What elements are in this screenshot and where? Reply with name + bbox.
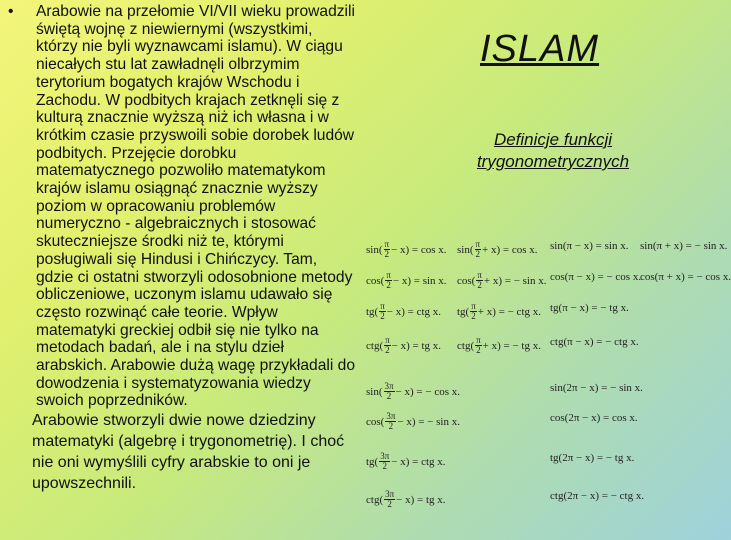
trig-formula: sin( $\frac{\pi}{2}$ − x) = cos x. [366,239,447,259]
trig-formula: ctg( $\frac{3\pi}{2}$ − x) = tg x. [366,489,446,509]
trig-formula: sin(2π − x) = − sin x. [550,382,643,394]
second-paragraph: Arabowie stworzyli dwie nowe dziedziny matematyki (algebrę i trygonometrię). I choć nie oni wymyślili cyfry arabskie to oni je upowszechnili. [32,412,345,493]
bullet-paragraph: Arabowie na przełomie VI/VII wieku prowadzili świętą wojnę z niewiernymi (wszystkimi, którzy nie byli wyznawcami islamu). W ciągu niecałych stu lat zawładnęli olbrzymim terytorium bogatych krajów Wschodu i Zachodu. W podbitych krajach zetknęli się z kulturą znacznie wyższą niż ich własna i w krótkim czasie przyswoili sobie dorobek ludów podbitych. Przejęcie dorobku matematycznego pozwoliło matematykom krajów islamu osiągnąć znacznie wyższy poziom w opracowaniu problemów numeryczno - algebraicznych i stosować skuteczniejsze środki niż te, którymi posługiwali się Hindusi i Chińczycy. Tam, gdzie ci ostatni stworzyli odosobnione metody obliczeniowe, uczonym islamu udawało się często rozwinąć całe teorie. Wpływ matematyki greckiej odbił się nie tylko na metodach badań, ale i na stylu dzieł arabskich. Arabowie dużą wagę przykładali do dowodzenia i systematyzowania wiedzy swoich poprzedników. [36,3,355,410]
trig-formula: cos( $\frac{\pi}{2}$ + x) = − sin x. [457,270,547,290]
trig-formula: sin(π − x) = sin x. [550,240,629,252]
trig-formula: tg( $\frac{\pi}{2}$ − x) = ctg x. [366,301,442,321]
trig-formula: sin( $\frac{\pi}{2}$ + x) = cos x. [457,239,538,259]
trig-formula: ctg(π − x) = − ctg x. [550,336,639,348]
trig-formula: sin( $\frac{3\pi}{2}$ − x) = − cos x. [366,381,460,401]
trig-formula: tg(π − x) = − tg x. [550,302,629,314]
trig-formula: ctg( $\frac{\pi}{2}$ + x) = − tg x. [457,335,541,355]
trig-formula: tg( $\frac{\pi}{2}$ + x) = − ctg x. [457,301,541,321]
trig-formula: sin(π + x) = − sin x. [640,240,728,252]
trig-formula: cos(2π − x) = cos x. [550,412,638,424]
trig-formula: tg( $\frac{3\pi}{2}$ − x) = ctg x. [366,451,446,471]
trig-formula: cos(π − x) = − cos x. [550,271,642,283]
subtitle: Definicje funkcji trygonometrycznych [476,130,630,171]
trig-formula: ctg( $\frac{\pi}{2}$ − x) = tg x. [366,335,442,355]
trig-formula: cos( $\frac{\pi}{2}$ − x) = sin x. [366,270,447,290]
trig-formula: ctg(2π − x) = − ctg x. [550,490,645,502]
bullet-item [6,3,358,410]
trig-formula: cos( $\frac{3\pi}{2}$ − x) = − sin x. [366,411,460,431]
trig-formula: tg(2π − x) = − tg x. [550,452,635,464]
left-text-column [6,3,358,494]
trig-formula: cos(π + x) = − cos x. [640,271,731,283]
page-title: ISLAM [480,28,600,70]
bullet-marker: • [8,3,14,20]
